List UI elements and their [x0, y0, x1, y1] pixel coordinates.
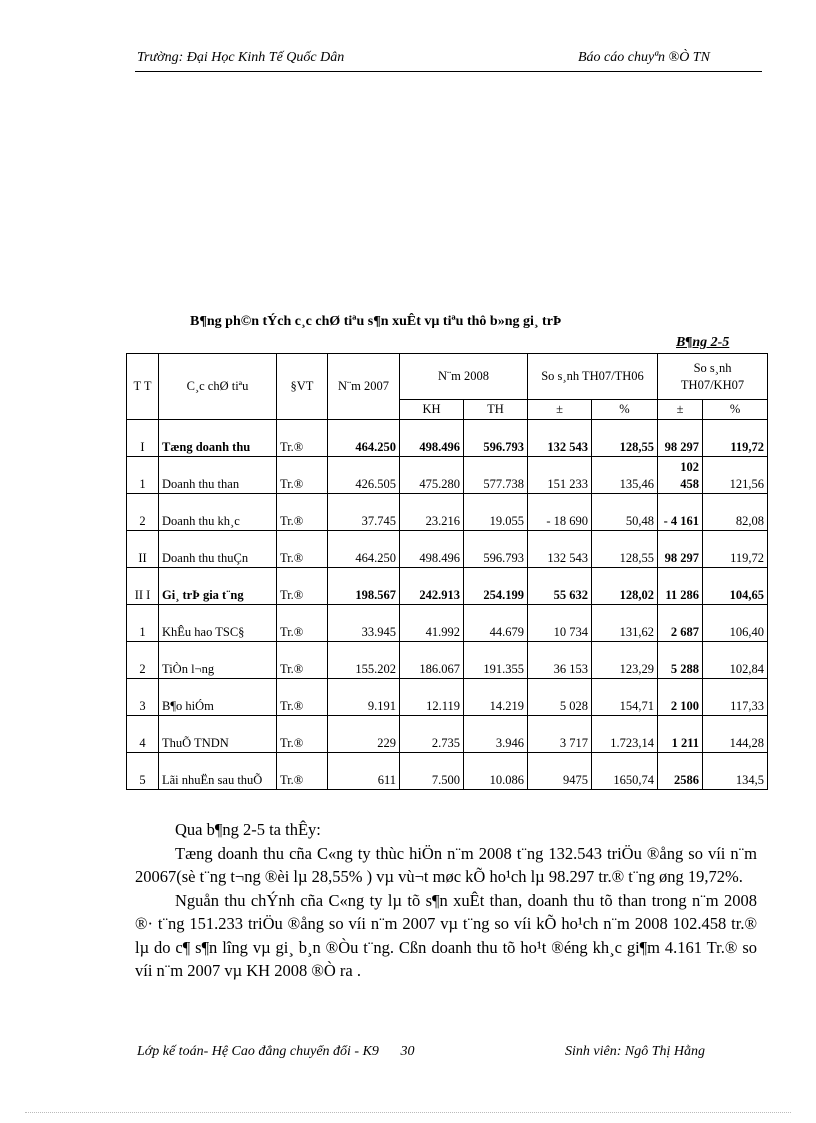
cell-kh: 475.280 — [400, 457, 464, 494]
cell-d2: 11 286 — [658, 568, 703, 605]
cell-p2: 102,84 — [703, 642, 768, 679]
cell-d1: 36 153 — [528, 642, 592, 679]
cell-unit: Tr.® — [277, 716, 328, 753]
table-row — [127, 753, 768, 790]
cell-kh: 41.992 — [400, 605, 464, 642]
cell-name: KhÊu hao TSC§ — [159, 605, 277, 642]
table-row — [127, 494, 768, 531]
cell-y2007: 33.945 — [328, 605, 400, 642]
cell-d1: 132 543 — [528, 420, 592, 457]
page-number: 30 — [400, 1044, 415, 1059]
cell-tt: II I — [127, 568, 159, 605]
paragraph-intro: Qua b¶ng 2-5 ta thÊy: — [175, 820, 321, 839]
cell-d2: 98 297 — [658, 420, 703, 457]
table-row — [127, 457, 768, 494]
paragraph-coal-revenue: Nguån thu chÝnh cña C«ng ty lµ tõ s¶n xuÊt than, doanh thu tõ than trong n¨m 2008 ®· t¨ng 151.233 triÖu ®ång so víi n¨m 2007 vµ t¨ng so víi kÕ ho¹ch n¨m 2008 102.458 tr.® lµ do c¶ s¶n lîng vµ gi¸ b¸n ®Òu t¨ng. Cßn doanh thu tõ ho¹t ®éng kh¸c gi¶m 4.161 Tr.® so víi n¨m 2007 vµ KH 2008 ®Ò ra . — [135, 890, 757, 980]
footer-class — [137, 1044, 414, 1060]
cell-p2: 106,40 — [703, 605, 768, 642]
cell-p2: 119,72 — [703, 420, 768, 457]
cell-kh: 2.735 — [400, 716, 464, 753]
cell-p2: 144,28 — [703, 716, 768, 753]
cell-tt: 5 — [127, 753, 159, 790]
cell-name: Lãi nhuËn sau thuÕ — [159, 753, 277, 790]
cell-th: 191.355 — [464, 642, 528, 679]
table-row — [127, 716, 768, 753]
cell-name: ThuÕ TNDN — [159, 716, 277, 753]
cell-kh: 242.913 — [400, 568, 464, 605]
cell-th: 3.946 — [464, 716, 528, 753]
cell-kh: 7.500 — [400, 753, 464, 790]
cell-tt: 4 — [127, 716, 159, 753]
cell-p1: 50,48 — [592, 494, 658, 531]
cell-d2: 2586 — [658, 753, 703, 790]
cell-p1: 128,55 — [592, 420, 658, 457]
header-indicator: C¸c chØ tiªu — [159, 354, 277, 420]
cell-unit: Tr.® — [277, 420, 328, 457]
table-row — [127, 420, 768, 457]
cell-th: 254.199 — [464, 568, 528, 605]
cell-name: Doanh thu thuÇn — [159, 531, 277, 568]
header-rule — [135, 71, 762, 72]
paragraph-total-revenue: Tæng doanh thu cña C«ng ty thùc hiÖn n¨m 2008 t¨ng 132.543 triÖu ®ång so víi n¨m 20067(sè t¨ng t¬ng ®èi lµ 28,55% ) vµ vù¬t møc kÕ ho¹ch lµ 98.297 tr.® t¨ng øng 19,72%. — [135, 843, 757, 886]
cell-p1: 1.723,14 — [592, 716, 658, 753]
cell-th: 596.793 — [464, 531, 528, 568]
cell-p1: 128,02 — [592, 568, 658, 605]
cell-p2: 104,65 — [703, 568, 768, 605]
cell-d2: 102 458 — [658, 457, 703, 494]
cell-p1: 128,55 — [592, 531, 658, 568]
cell-d2: 1 211 — [658, 716, 703, 753]
cell-unit: Tr.® — [277, 494, 328, 531]
header-delta-2: ± — [658, 400, 703, 420]
cell-tt: 1 — [127, 605, 159, 642]
cell-th: 44.679 — [464, 605, 528, 642]
header-report-type: Báo cáo chuyªn ®Ò TN — [578, 50, 710, 65]
cell-unit: Tr.® — [277, 642, 328, 679]
header-delta-1: ± — [528, 400, 592, 420]
header-th: TH — [464, 400, 528, 420]
table-row — [127, 642, 768, 679]
cell-y2007: 37.745 — [328, 494, 400, 531]
header-2008: N¨m 2008 — [400, 354, 528, 400]
cell-y2007: 464.250 — [328, 420, 400, 457]
cell-unit: Tr.® — [277, 753, 328, 790]
header-percent-1: % — [592, 400, 658, 420]
cell-tt: 2 — [127, 494, 159, 531]
cell-p1: 1650,74 — [592, 753, 658, 790]
cell-kh: 498.496 — [400, 420, 464, 457]
table-title: B¶ng ph©n tÝch c¸c chØ tiªu s¶n xuÊt vµ tiªu thô b»ng gi¸ trÞ — [190, 314, 562, 329]
cell-th: 14.219 — [464, 679, 528, 716]
cell-kh: 12.119 — [400, 679, 464, 716]
cell-d1: 5 028 — [528, 679, 592, 716]
body-text — [135, 818, 757, 983]
cell-p2: 134,5 — [703, 753, 768, 790]
cell-d1: 55 632 — [528, 568, 592, 605]
cell-d2: 2 100 — [658, 679, 703, 716]
header-unit: §VT — [277, 354, 328, 420]
footer-student: Sinh viên: Ngô Thị Hằng — [565, 1044, 705, 1059]
cell-p1: 154,71 — [592, 679, 658, 716]
table-tag: B¶ng 2-5 — [676, 335, 730, 350]
cell-p2: 117,33 — [703, 679, 768, 716]
table-row — [127, 605, 768, 642]
cell-kh: 498.496 — [400, 531, 464, 568]
cell-d2: 98 297 — [658, 531, 703, 568]
cell-name: Gi¸ trÞ gia t¨ng — [159, 568, 277, 605]
cell-name: Tæng doanh thu — [159, 420, 277, 457]
cell-unit: Tr.® — [277, 605, 328, 642]
table-row — [127, 679, 768, 716]
cell-y2007: 611 — [328, 753, 400, 790]
header-compare-th: So s¸nh TH07/TH06 — [528, 354, 658, 400]
cell-th: 10.086 — [464, 753, 528, 790]
cell-p2: 121,56 — [703, 457, 768, 494]
header-tt: T T — [127, 354, 159, 420]
table-row — [127, 568, 768, 605]
cell-d2: 5 288 — [658, 642, 703, 679]
cell-tt: II — [127, 531, 159, 568]
cell-d2: 2 687 — [658, 605, 703, 642]
cell-p1: 123,29 — [592, 642, 658, 679]
cell-d2: - 4 161 — [658, 494, 703, 531]
cell-tt: 2 — [127, 642, 159, 679]
cell-th: 596.793 — [464, 420, 528, 457]
footer-class-text: Lớp kế toán- Hệ Cao đẳng chuyển đổi - K9 — [137, 1044, 379, 1059]
cell-name: Doanh thu kh¸c — [159, 494, 277, 531]
header-school: Trường: Đại Học Kinh Tế Quốc Dân — [137, 50, 345, 65]
cell-name: TiÒn l¬ng — [159, 642, 277, 679]
cell-p1: 135,46 — [592, 457, 658, 494]
header-compare-kh: So s¸nh TH07/KH07 — [658, 354, 768, 400]
indicator-table — [126, 353, 768, 790]
header-kh: KH — [400, 400, 464, 420]
cell-unit: Tr.® — [277, 679, 328, 716]
cell-tt: I — [127, 420, 159, 457]
cell-p2: 119,72 — [703, 531, 768, 568]
cell-y2007: 229 — [328, 716, 400, 753]
cell-y2007: 464.250 — [328, 531, 400, 568]
cell-d1: 9475 — [528, 753, 592, 790]
cell-p2: 82,08 — [703, 494, 768, 531]
table-row — [127, 531, 768, 568]
cell-name: Doanh thu than — [159, 457, 277, 494]
cell-d1: 3 717 — [528, 716, 592, 753]
cell-th: 577.738 — [464, 457, 528, 494]
cell-d1: 10 734 — [528, 605, 592, 642]
cell-kh: 186.067 — [400, 642, 464, 679]
cell-d1: 132 543 — [528, 531, 592, 568]
cell-name: B¶o hiÓm — [159, 679, 277, 716]
cell-y2007: 426.505 — [328, 457, 400, 494]
header-2007: N¨m 2007 — [328, 354, 400, 420]
cell-p1: 131,62 — [592, 605, 658, 642]
cell-tt: 3 — [127, 679, 159, 716]
cell-unit: Tr.® — [277, 457, 328, 494]
cell-tt: 1 — [127, 457, 159, 494]
page-bottom-border — [25, 1112, 791, 1113]
cell-d1: - 18 690 — [528, 494, 592, 531]
cell-y2007: 198.567 — [328, 568, 400, 605]
cell-y2007: 9.191 — [328, 679, 400, 716]
cell-y2007: 155.202 — [328, 642, 400, 679]
cell-th: 19.055 — [464, 494, 528, 531]
cell-unit: Tr.® — [277, 568, 328, 605]
cell-d1: 151 233 — [528, 457, 592, 494]
cell-kh: 23.216 — [400, 494, 464, 531]
cell-unit: Tr.® — [277, 531, 328, 568]
header-percent-2: % — [703, 400, 768, 420]
